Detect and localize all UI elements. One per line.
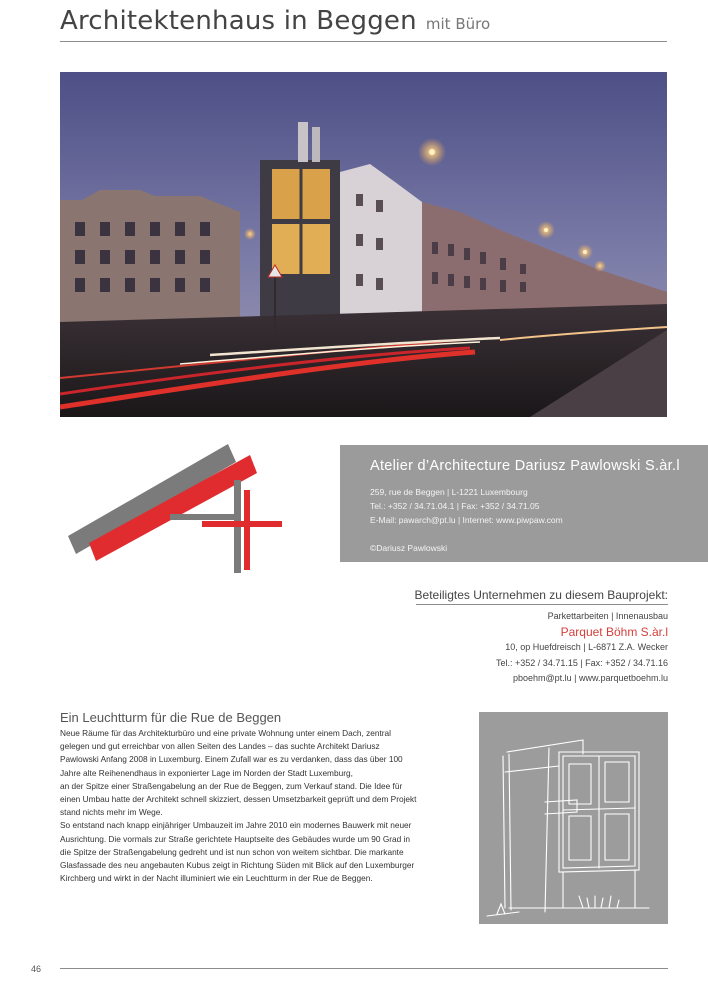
architect-logo bbox=[62, 440, 282, 575]
atelier-copyright: ©Dariusz Pawlowski bbox=[370, 543, 448, 553]
building-photo bbox=[60, 72, 667, 417]
partner-phone: Tel.: +352 / 34.71.15 | Fax: +352 / 34.71.16 bbox=[496, 657, 668, 668]
article-paragraph: an der Spitze einer Straßengabelung an der Rue de Beggen, zum Verkauf stand. Die Idee für einen Umbau hatte der Architekt schnell skizziert, dessen Umsetzbarkeit geprüft und dem Projekt stand nichts mehr im Wege. bbox=[60, 780, 417, 818]
article-body bbox=[60, 727, 420, 885]
footer-divider bbox=[60, 968, 668, 969]
partner-company-block bbox=[496, 609, 668, 687]
partner-address: 10, op Huefdreisch | L-6871 Z.A. Wecker bbox=[505, 642, 668, 652]
partners-heading: Beteiligtes Unternehmen zu diesem Bauprojekt: bbox=[414, 588, 668, 602]
partner-company-name: Parquet Böhm S.àr.l bbox=[560, 624, 668, 639]
atelier-email: E-Mail: pawarch@pt.lu | Internet: www.piwpaw.com bbox=[370, 515, 563, 525]
partner-web: pboehm@pt.lu | www.parquetboehm.lu bbox=[512, 673, 668, 683]
title-divider bbox=[60, 41, 667, 42]
article-paragraph: Neue Räume für das Architekturbüro und eine private Wohnung unter einem Dach, zentral gelegen und gut erreichbar von allen Seiten des Landes – das suchte Architekt Dariusz Pawlowski Anfang 2008 in Luxemburg. Einem Zufall war es zu verdanken, dass das über 100 Jahre alte Reihenendhaus in exponierter Lage im Norden der Stadt Luxemburg, bbox=[60, 728, 403, 778]
page-number: 46 bbox=[31, 964, 42, 974]
atelier-address: 259, rue de Beggen | L-1221 Luxembourg bbox=[370, 487, 528, 497]
title-main: Architektenhaus in Beggen bbox=[60, 6, 417, 36]
article-paragraph: So entstand nach knapp einjähriger Umbauzeit im Jahre 2010 ein modernes Bauwerk mit neuer Ausrichtung. Die vormals zur Straße gerichtete Hauptseite des Gebäudes wurde um 90 Grad in die Spitze der Straßengabelung gedreht und ist nun schon von weitem sichtbar. Die markante Glasfassade des neu angebauten Kubus zeigt in Richtung Süden mit Blick auf den Luxemburger Kirchberg und wirkt in der Nacht illuminiert wie ein Leuchtturm in der Rue de Beggen. bbox=[60, 820, 415, 884]
article-title: Ein Leuchtturm für die Rue de Beggen bbox=[60, 710, 282, 725]
building-sketch bbox=[479, 712, 668, 924]
atelier-phone: Tel.: +352 / 34.71.04.1 | Fax: +352 / 34.71.05 bbox=[370, 501, 540, 511]
partner-category: Parkettarbeiten | Innenausbau bbox=[547, 611, 668, 621]
partners-divider bbox=[416, 604, 668, 605]
atelier-name: Atelier d’Architecture Dariusz Pawlowski S.àr.l bbox=[370, 458, 680, 474]
page-title bbox=[60, 6, 490, 36]
atelier-info-box bbox=[340, 445, 708, 562]
title-subtitle: mit Büro bbox=[425, 15, 491, 33]
